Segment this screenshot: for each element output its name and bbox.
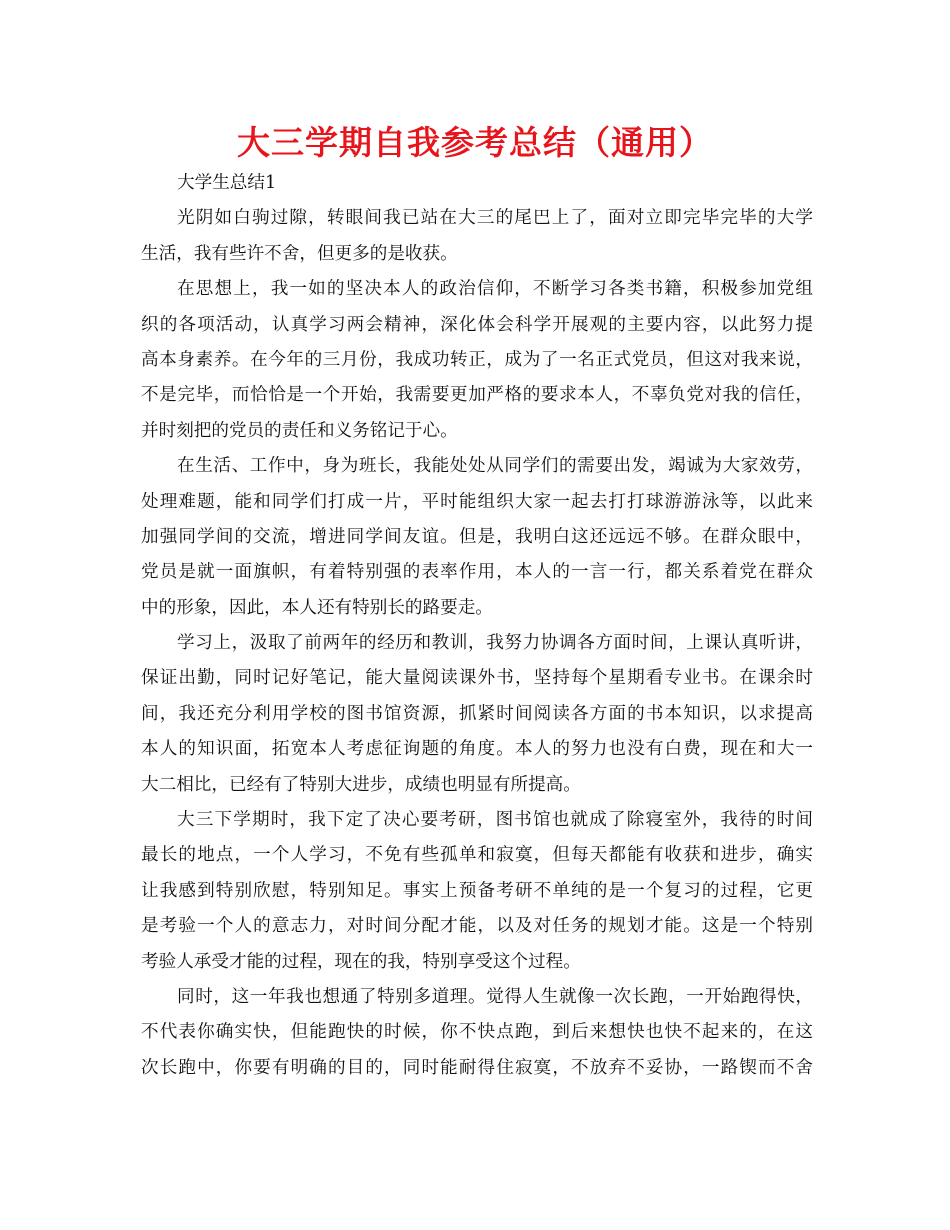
paragraph <box>141 201 813 272</box>
paragraph-line: 加强同学间的交流，增进同学间友谊。但是，我明白这还远远不够。在群众眼中， <box>141 526 813 547</box>
paragraph-line: 让我感到特别欣慰，特别知足。事实上预备考研不单纯的是一个复习的过程，它更 <box>141 880 813 901</box>
paragraph-line: 党员是就一面旗帜，有着特别强的表率作用，本人的一言一行，都关系着党在群众 <box>141 562 813 583</box>
paragraph-line: 在思想上，我一如的坚决本人的政治信仰，不断学习各类书籍，积极参加党组 <box>177 279 813 300</box>
paragraph-line: 织的各项活动，认真学习两会精神，深化体会科学开展观的主要内容，以此努力提 <box>141 314 813 335</box>
paragraph-line: 不代表你确实快，但能跑快的时候，你不快点跑，到后来想快也快不起来的，在这 <box>141 1022 813 1043</box>
paragraph <box>141 449 813 626</box>
paragraph-line: 生活，我有些许不舍，但更多的是收获。 <box>141 243 458 264</box>
paragraph-line: 保证出勤，同时记好笔记，能大量阅读课外书，坚持每个星期看专业书。在课余时 <box>141 668 813 689</box>
paragraph-line: 大三下学期时，我下定了决心要考研，图书馆也就成了除寝室外，我待的时间 <box>177 810 813 831</box>
paragraph-line: 高本身素养。在今年的三月份，我成功转正，成为了一名正式党员，但这对我来说， <box>141 349 813 370</box>
paragraph-line: 次长跑中，你要有明确的目的，同时能耐得住寂寞，不放弃不妥协，一路锲而不舍 <box>141 1057 813 1078</box>
document-body <box>141 166 813 1086</box>
paragraph <box>141 272 813 449</box>
paragraph-line: 学习上，汲取了前两年的经历和教训，我努力协调各方面时间，上课认真听讲， <box>177 633 813 654</box>
paragraph-line: 大二相比，已经有了特别大进步，成绩也明显有所提高。 <box>141 774 581 795</box>
paragraph-line: 考验人承受才能的过程，现在的我，特别享受这个过程。 <box>141 951 581 972</box>
paragraph-line: 并时刻把的党员的责任和义务铭记于心。 <box>141 420 458 441</box>
paragraph-line: 间，我还充分利用学校的图书馆资源，抓紧时间阅读各方面的书本知识，以求提高 <box>141 703 813 724</box>
paragraph-line: 本人的知识面，拓宽本人考虑征询题的角度。本人的努力也没有白费，现在和大一 <box>141 739 813 760</box>
paragraph-line: 光阴如白驹过隙，转眼间我已站在大三的尾巴上了，面对立即完毕完毕的大学 <box>177 208 813 229</box>
document-subtitle: 大学生总结1 <box>177 173 277 193</box>
document-title: 大三学期自我参考总结（通用） <box>237 123 713 162</box>
paragraph-line: 中的形象，因此，本人还有特别长的路要走。 <box>141 597 493 618</box>
paragraph-line: 是考验一个人的意志力，对时间分配才能，以及对任务的规划才能。这是一个特别 <box>141 916 813 937</box>
paragraph <box>141 626 813 803</box>
paragraph-line: 同时，这一年我也想通了特别多道理。觉得人生就像一次长跑，一开始跑得快， <box>177 986 813 1007</box>
paragraph-line: 最长的地点，一个人学习，不免有些孤单和寂寞，但每天都能有收获和进步，确实 <box>141 845 813 866</box>
paragraph <box>141 803 813 980</box>
paragraph-line: 不是完毕，而恰恰是一个开始，我需要更加严格的要求本人，不辜负党对我的信任， <box>141 385 813 406</box>
paragraph <box>141 980 813 1086</box>
paragraph-line: 在生活、工作中，身为班长，我能处处从同学们的需要出发，竭诚为大家效劳， <box>177 456 813 477</box>
paragraph-line: 处理难题，能和同学们打成一片，平时能组织大家一起去打打球游游泳等，以此来 <box>141 491 813 512</box>
